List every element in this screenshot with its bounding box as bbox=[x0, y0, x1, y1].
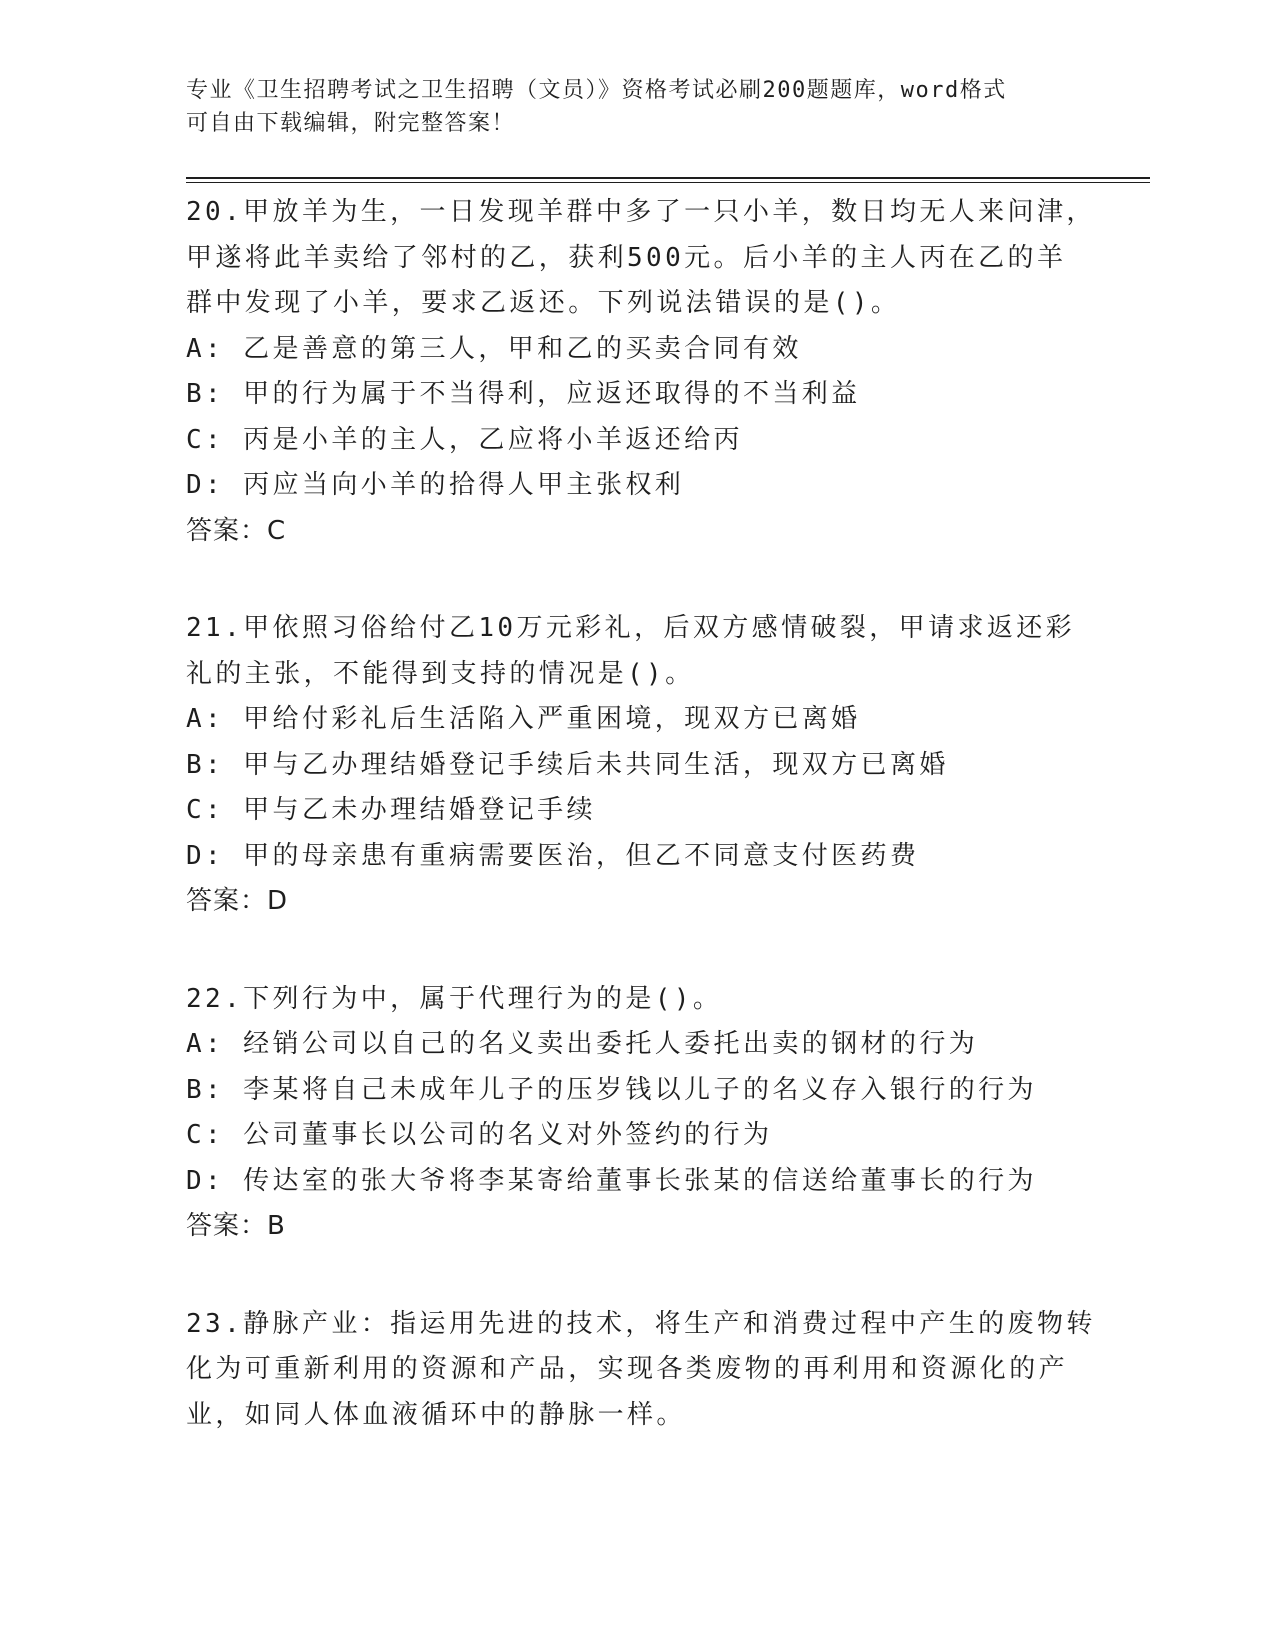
question-text bbox=[186, 977, 1086, 1023]
question-text bbox=[186, 190, 1096, 327]
question-21 bbox=[186, 606, 1086, 925]
option-d: D: 甲的母亲患有重病需要医治，但乙不同意支付医药费 bbox=[186, 840, 920, 871]
question-line: 21.甲依照习俗给付乙10万元彩礼，后双方感情破裂，甲请求返还彩 bbox=[186, 613, 1076, 643]
header-divider bbox=[186, 177, 1150, 179]
option-a: A: 经销公司以自己的名义卖出委托人委托出卖的钢材的行为 bbox=[186, 1029, 979, 1059]
question-text bbox=[186, 606, 1086, 697]
question-line: 22.下列行为中，属于代理行为的是()。 bbox=[186, 983, 723, 1014]
header-divider-thin bbox=[186, 182, 1150, 183]
question-23 bbox=[186, 1302, 1096, 1439]
question-text bbox=[186, 1302, 1096, 1439]
question-line: 甲遂将此羊卖给了邻村的乙，获利500元。后小羊的主人丙在乙的羊 bbox=[186, 242, 1067, 273]
option-c: C: 公司董事长以公司的名义对外签约的行为 bbox=[186, 1120, 773, 1150]
question-20 bbox=[186, 190, 1096, 554]
question-line: 化为可重新利用的资源和产品，实现各类废物的再利用和资源化的产 bbox=[186, 1354, 1069, 1384]
header-line: 专业《卫生招聘考试之卫生招聘（文员）》资格考试必刷200题题库，word格式 bbox=[186, 78, 1007, 103]
option-b: B: 甲与乙办理结婚登记手续后未共同生活，现双方已离婚 bbox=[186, 749, 949, 780]
question-line: 业，如同人体血液循环中的静脉一样。 bbox=[186, 1399, 686, 1430]
option-b: B: 李某将自己未成年儿子的压岁钱以儿子的名义存入银行的行为 bbox=[186, 1074, 1037, 1105]
option-a: A: 甲给付彩礼后生活陷入严重困境，现双方已离婚 bbox=[186, 704, 861, 734]
answer: 答案：B bbox=[186, 1211, 286, 1241]
option-a: A: 乙是善意的第三人，甲和乙的买卖合同有效 bbox=[186, 333, 802, 364]
question-22 bbox=[186, 977, 1086, 1250]
document-header bbox=[186, 74, 1066, 140]
question-line: 礼的主张，不能得到支持的情况是()。 bbox=[186, 658, 695, 689]
option-d: D: 丙应当向小羊的拾得人甲主张权利 bbox=[186, 470, 685, 500]
question-line: 23.静脉产业：指运用先进的技术，将生产和消费过程中产生的废物转 bbox=[186, 1308, 1096, 1339]
question-list bbox=[186, 190, 1096, 1490]
option-c: C: 甲与乙未办理结婚登记手续 bbox=[186, 795, 596, 825]
option-b: B: 甲的行为属于不当得利，应返还取得的不当利益 bbox=[186, 379, 861, 409]
option-c: C: 丙是小羊的主人，乙应将小羊返还给丙 bbox=[186, 424, 743, 455]
header-line: 可自由下载编辑，附完整答案！ bbox=[186, 111, 516, 136]
option-d: D: 传达室的张大爷将李某寄给董事长张某的信送给董事长的行为 bbox=[186, 1165, 1037, 1196]
question-line: 20.甲放羊为生，一日发现羊群中多了一只小羊，数日均无人来问津， bbox=[186, 197, 1096, 227]
question-line: 群中发现了小羊，要求乙返还。下列说法错误的是()。 bbox=[186, 288, 901, 318]
answer: 答案：C bbox=[186, 515, 287, 546]
answer: 答案：D bbox=[186, 886, 289, 916]
